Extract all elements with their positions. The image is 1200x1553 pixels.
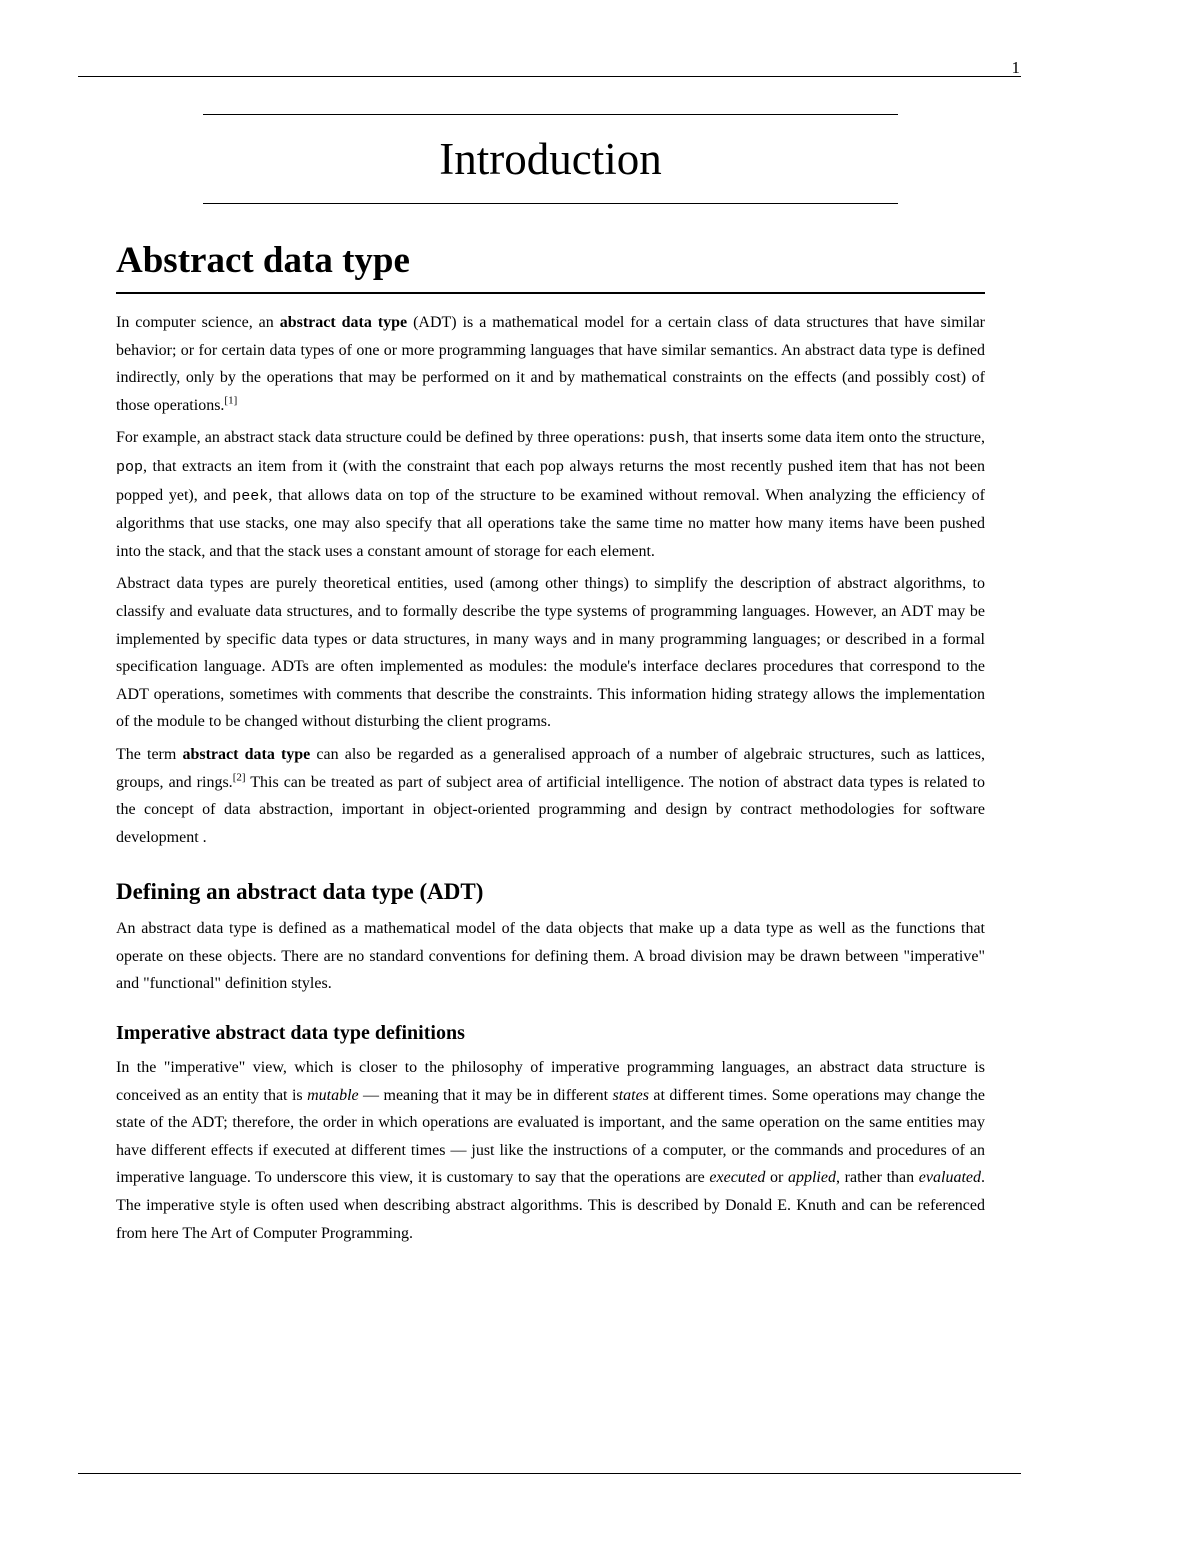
section-title: Defining an abstract data type (ADT) bbox=[116, 879, 484, 905]
text: — meaning that it may be in different bbox=[358, 1086, 613, 1104]
footer-rule bbox=[78, 1473, 1021, 1474]
paragraph-intro bbox=[116, 309, 985, 419]
text: This can be treated as part of subject area of artificial intelligence. The notion of abstract data types is related to the concept of data abstraction, important in object-oriented programming and design by contract methodologies for software development . bbox=[116, 773, 986, 846]
bold-term: abstract data type bbox=[182, 745, 311, 763]
text: . The imperative style is often used when describing abstract algorithms. This is described by Donald E. Knuth and can be referenced from here The Art of Computer Programming. bbox=[116, 1169, 985, 1242]
header-rule bbox=[78, 76, 1021, 77]
text: , that extracts an item from it (with the constraint that each pop always returns the most recently pushed item that has not been popped yet), and bbox=[116, 457, 985, 504]
paragraph-term bbox=[116, 741, 985, 851]
chapter-rule-bottom bbox=[203, 203, 898, 204]
text: In computer science, an bbox=[116, 314, 280, 331]
code-peek: peek bbox=[232, 487, 269, 505]
paragraph-defining: An abstract data type is defined as a mathematical model of the data objects that make up a data type as well as the functions that operate on these objects. There are no standard conventions for defining them. A broad division may be drawn between "imperative" and "functional" definition styles. bbox=[116, 920, 985, 993]
article-body bbox=[116, 236, 985, 1252]
text: , that allows data on top of the structure to be examined without removal. When analyzing the efficiency of algorithms that use stacks, one may also specify that all operations take the same time no matter how many items have been pushed into the stack, and that the stack uses a constant amount of storage for each element. bbox=[116, 486, 985, 560]
citation-ref[interactable]: [2] bbox=[232, 771, 246, 784]
text: (ADT) is a mathematical model for a certain class of data structures that have similar behavior; or for certain data types of one or more programming languages that have similar semantics. An abstract data type is defined indirectly, only by the operations that may be performed on it and by mathematical constraints on the effects (and possibly cost) of those operations. bbox=[116, 314, 985, 414]
text: , that inserts some data item onto the structure, bbox=[684, 429, 986, 447]
italic-term: executed bbox=[709, 1169, 766, 1187]
text: or bbox=[765, 1169, 788, 1187]
article-title: Abstract data type bbox=[116, 236, 985, 294]
code-pop: pop bbox=[116, 458, 144, 476]
text: In the "imperative" view, which is closer to the philosophy of imperative programming languages, an abstract data structure is conceived as an entity that is bbox=[116, 1059, 985, 1104]
italic-term: states bbox=[612, 1086, 649, 1104]
italic-term: mutable bbox=[307, 1086, 359, 1104]
chapter-rule-top bbox=[203, 114, 898, 115]
italic-term: evaluated bbox=[918, 1169, 981, 1187]
citation-ref[interactable]: [1] bbox=[224, 394, 238, 407]
bold-term: abstract data type bbox=[279, 314, 408, 331]
page-number: 1 bbox=[1011, 58, 1020, 77]
text: at different times. Some operations may change the state of the ADT; therefore, the order in which operations are evaluated is important, and the same operation on the same entities may have different effects if executed at different times — just like the instructions of a computer, or the commands and procedures of an imperative language. To underscore this view, it is customary to say that the operations are bbox=[116, 1086, 985, 1187]
subsection-title: Imperative abstract data type definitions bbox=[116, 1022, 465, 1045]
paragraph-theory: Abstract data types are purely theoretical entities, used (among other things) to simplify the description of abstract algorithms, to classify and evaluate data structures, and to formally describe the type systems of programming languages. However, an ADT may be implemented by specific data types or data structures, in many ways and in many programming languages; or described in a formal specification language. ADTs are often implemented as modules: the module's interface declares procedures that correspond to the ADT operations, sometimes with comments that describe the constraints. This information hiding strategy allows the implementation of the module to be changed without disturbing the client programs. bbox=[116, 575, 985, 731]
code-push: push bbox=[648, 430, 685, 448]
chapter-title: Introduction bbox=[439, 134, 662, 184]
italic-term: applied bbox=[787, 1169, 836, 1187]
text: The term bbox=[116, 745, 183, 763]
text: , rather than bbox=[835, 1169, 919, 1187]
text: can also be regarded as a generalised approach of a number of algebraic structures, such as lattices, groups, and rings. bbox=[116, 745, 985, 791]
paragraph-example bbox=[116, 424, 985, 565]
paragraph-imperative bbox=[116, 1054, 985, 1247]
text: For example, an abstract stack data structure could be defined by three operations: bbox=[116, 429, 649, 447]
